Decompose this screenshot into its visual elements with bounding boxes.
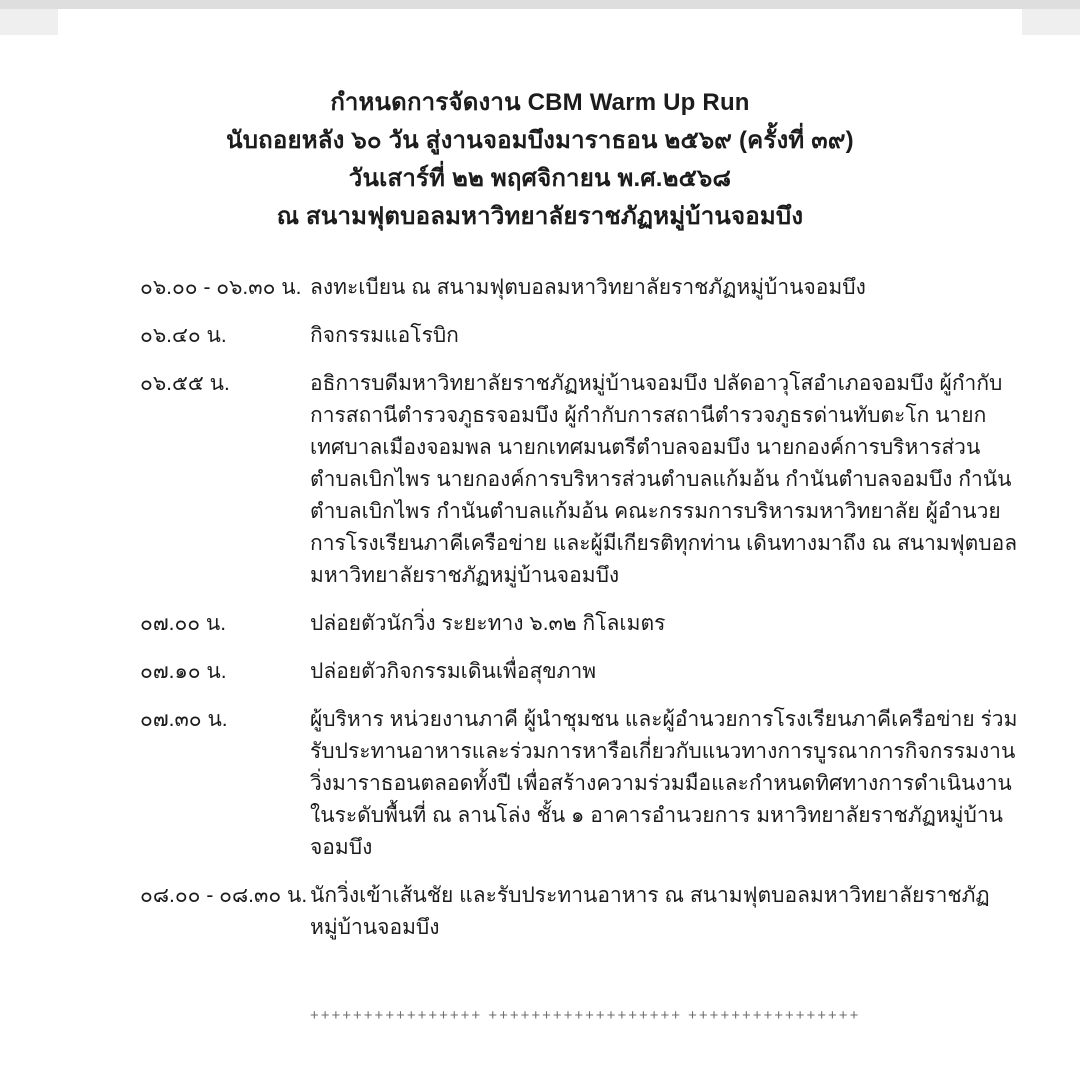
schedule-description: ลงทะเบียน ณ สนามฟุตบอลมหาวิทยาลัยราชภัฏหมู่บ้านจอมบึง: [310, 276, 866, 299]
schedule-row: [0, 272, 1020, 304]
schedule-row: [0, 656, 1020, 688]
schedule-description: อธิการบดีมหาวิทยาลัยราชภัฏหมู่บ้านจอมบึง ปลัดอาวุโสอำเภอจอมบึง ผู้กำกับการสถานีตำรวจภูธรจอมบึง ผู้กำกับการสถานีตำรวจภูธรด่านทับตะโก นายกเทศบาลเมืองจอมพล นายกเทศมนตรีตำบลจอมบึง นายกองค์การบริหารส่วนตำบลเบิกไพร นายกองค์การบริหารส่วนตำบลแก้มอ้น กำนันตำบลจอมบึง กำนันตำบลเบิกไพร กำนันตำบลแก้มอ้น คณะกรรมการบริหารมหาวิทยาลัย ผู้อำนวยการโรงเรียนภาคีเครือข่าย และผู้มีเกียรติทุกท่าน เดินทางมาถึง ณ สนามฟุตบอลมหาวิทยาลัยราชภัฏหมู่บ้านจอมบึง: [310, 372, 1018, 587]
schedule-row: [0, 704, 1020, 864]
document-title-block: [0, 84, 1020, 236]
schedule-time: ๐๖.๔๐ น.: [140, 324, 227, 347]
schedule-row: [0, 368, 1020, 592]
schedule-time: ๐๖.๐๐ - ๐๖.๓๐ น.: [140, 276, 302, 299]
schedule-description: ปล่อยตัวนักวิ่ง ระยะทาง ๖.๓๒ กิโลเมตร: [310, 612, 666, 635]
schedule-description: ปล่อยตัวกิจกรรมเดินเพื่อสุขภาพ: [310, 660, 597, 683]
title-countdown: นับถอยหลัง ๖๐ วัน สู่งานจอมบึงมาราธอน ๒๕๖๙ (ครั้งที่ ๓๙): [226, 127, 854, 154]
title-date: วันเสาร์ที่ ๒๒ พฤศจิกายน พ.ศ.๒๕๖๘: [348, 165, 732, 192]
schedule-time: ๐๘.๐๐ - ๐๘.๓๐ น.: [140, 884, 308, 907]
schedule-time: ๐๗.๐๐ น.: [140, 612, 227, 635]
schedule-list: [0, 272, 1020, 944]
schedule-time: ๐๗.๓๐ น.: [140, 708, 228, 731]
schedule-description: นักวิ่งเข้าเส้นชัย และรับประทานอาหาร ณ สนามฟุตบอลมหาวิทยาลัยราชภัฏหมู่บ้านจอมบึง: [310, 884, 990, 939]
schedule-description: ผู้บริหาร หน่วยงานภาคี ผู้นำชุมชน และผู้อำนวยการโรงเรียนภาคีเครือข่าย ร่วมรับประทานอาหารและร่วมการหารือเกี่ยวกับแนวทางการบูรณาการกิจกรรมงานวิ่งมาราธอนตลอดทั้งปี เพื่อสร้างความร่วมมือและกำหนดทิศทางการดำเนินงานในระดับพื้นที่ ณ ลานโล่ง ชั้น ๑ อาคารอำนวยการ มหาวิทยาลัยราชภัฏหมู่บ้านจอมบึง: [310, 708, 1018, 859]
schedule-row: [0, 880, 1020, 944]
schedule-time: ๐๖.๕๕ น.: [140, 372, 230, 395]
footer-divider-plus-signs: ++++++++++++++++ ++++++++++++++++++ ++++++++++++++++: [310, 1007, 861, 1024]
schedule-time: ๐๗.๑๐ น.: [140, 660, 227, 683]
title-event-name: กำหนดการจัดงาน CBM Warm Up Run: [330, 89, 750, 116]
schedule-description: กิจกรรมแอโรบิก: [310, 324, 459, 347]
schedule-row: [0, 320, 1020, 352]
title-venue: ณ สนามฟุตบอลมหาวิทยาลัยราชภัฏหมู่บ้านจอมบึง: [276, 203, 804, 230]
schedule-row: [0, 608, 1020, 640]
